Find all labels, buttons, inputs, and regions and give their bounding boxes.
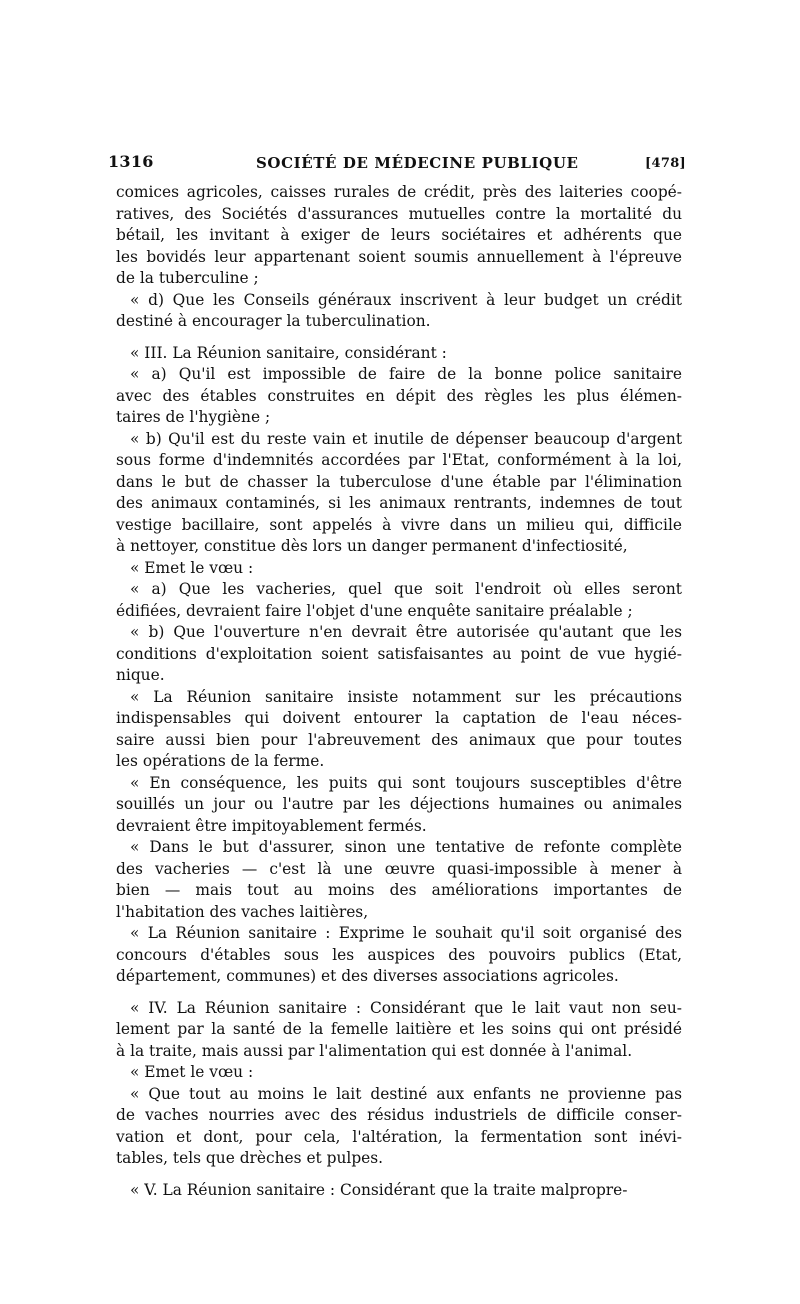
text-line: « La Réunion sanitaire : Exprime le souhait qu'il soit organisé des xyxy=(130,924,682,942)
paragraph xyxy=(116,429,682,558)
text-line: « b) Que l'ouverture n'en devrait être autorisée qu'autant que les xyxy=(130,623,682,641)
text-line: « La Réunion sanitaire insiste notamment sur les précautions xyxy=(130,687,682,706)
text-line: « III. La Réunion sanitaire, considérant : xyxy=(130,343,447,362)
text-line: conditions d'exploitation soient satisfaisantes au point de vue hygié- xyxy=(116,644,682,663)
text-line: des animaux contaminés, si les animaux rentrants, indemnes de tout xyxy=(116,494,682,512)
paragraph xyxy=(116,343,682,365)
page-header xyxy=(108,148,686,182)
text-line: à la traite, mais aussi par l'alimentation qui est donnée à l'animal. xyxy=(116,1041,633,1060)
text-line: département, communes) et des diverses associations agricoles. xyxy=(116,967,619,985)
paragraph xyxy=(116,837,682,923)
text-line: nique. xyxy=(116,666,165,684)
text-line: « Emet le vœu : xyxy=(130,1063,254,1081)
paragraph xyxy=(116,1062,682,1084)
text-line: vestige bacillaire, sont appelés à vivre dans un milieu qui, difficile xyxy=(116,515,682,534)
text-line: concours d'étables sous les auspices des pouvoirs publics (Etat, xyxy=(116,945,682,964)
paragraph xyxy=(116,1084,682,1170)
paragraph xyxy=(116,364,682,429)
text-line: « En conséquence, les puits qui sont toujours susceptibles d'être xyxy=(130,773,682,792)
text-line: édifiées, devraient faire l'objet d'une enquête sanitaire préalable ; xyxy=(116,601,633,620)
text-line: lement par la santé de la femelle laitière et les soins qui ont présidé xyxy=(116,1020,682,1038)
text-line: avec des étables construites en dépit des règles les plus élémen- xyxy=(116,386,682,405)
text-line: l'habitation des vaches laitières, xyxy=(116,902,369,921)
text-line: taires de l'hygiène ; xyxy=(116,408,271,426)
bracket-page-reference: [478] xyxy=(645,156,686,171)
text-line: « Emet le vœu : xyxy=(130,558,254,577)
text-line: « a) Que les vacheries, quel que soit l'endroit où elles seront xyxy=(130,580,682,598)
text-line: souillés un jour ou l'autre par les déjections humaines ou animales xyxy=(116,795,682,813)
text-line: vation et dont, pour cela, l'altération, la fermentation sont inévi- xyxy=(116,1127,682,1146)
paragraph xyxy=(116,622,682,687)
text-line: bien — mais tout au moins des améliorations importantes de xyxy=(116,881,682,899)
text-line: « d) Que les Conseils généraux inscrivent à leur budget un crédit xyxy=(130,290,682,309)
text-line: comices agricoles, caisses rurales de crédit, près des laiteries coopé- xyxy=(116,183,682,201)
text-line: les bovidés leur appartenant soient soumis annuellement à l'épreuve xyxy=(116,247,682,266)
text-line: de la tuberculine ; xyxy=(116,269,259,287)
text-line: sous forme d'indemnités accordées par l'Etat, conformément à la loi, xyxy=(116,451,682,469)
paragraph xyxy=(116,923,682,988)
text-line: de vaches nourries avec des résidus industriels de difficile conser- xyxy=(116,1106,682,1124)
text-line: tables, tels que drèches et pulpes. xyxy=(116,1149,384,1167)
paragraph xyxy=(116,579,682,622)
paragraph xyxy=(116,1180,682,1202)
text-line: les opérations de la ferme. xyxy=(116,752,325,770)
running-title: SOCIÉTÉ DE MÉDECINE PUBLIQUE xyxy=(256,154,579,172)
text-line: « Que tout au moins le lait destiné aux enfants ne provienne pas xyxy=(130,1084,682,1103)
page-number: 1316 xyxy=(108,152,154,171)
text-line: « V. La Réunion sanitaire : Considérant que la traite malpropre- xyxy=(130,1180,628,1199)
body-text xyxy=(116,182,682,1201)
paragraph xyxy=(116,558,682,580)
text-line: « a) Qu'il est impossible de faire de la bonne police sanitaire xyxy=(130,365,682,383)
text-line: « IV. La Réunion sanitaire : Considérant que le lait vaut non seu- xyxy=(130,998,682,1017)
text-line: indispensables qui doivent entourer la captation de l'eau néces- xyxy=(116,709,682,727)
text-line: ratives, des Sociétés d'assurances mutuelles contre la mortalité du xyxy=(116,204,682,223)
paragraph xyxy=(116,290,682,333)
text-line: saire aussi bien pour l'abreuvement des animaux que pour toutes xyxy=(116,730,682,749)
text-line: bétail, les invitant à exiger de leurs sociétaires et adhérents que xyxy=(116,226,682,244)
text-line: devraient être impitoyablement fermés. xyxy=(116,816,427,835)
text-line: des vacheries — c'est là une œuvre quasi-impossible à mener à xyxy=(116,859,682,878)
paragraph xyxy=(116,182,682,290)
text-line: « Dans le but d'assurer, sinon une tentative de refonte complète xyxy=(130,838,682,856)
text-line: à nettoyer, constitue dès lors un danger permanent d'infectiosité, xyxy=(116,537,628,555)
paragraph xyxy=(116,687,682,773)
document-page xyxy=(108,148,686,1201)
text-line: destiné à encourager la tuberculination. xyxy=(116,312,431,330)
paragraph xyxy=(116,773,682,838)
paragraph xyxy=(116,998,682,1063)
text-line: « b) Qu'il est du reste vain et inutile de dépenser beaucoup d'argent xyxy=(130,429,682,448)
text-line: dans le but de chasser la tuberculose d'une étable par l'élimination xyxy=(116,472,682,491)
